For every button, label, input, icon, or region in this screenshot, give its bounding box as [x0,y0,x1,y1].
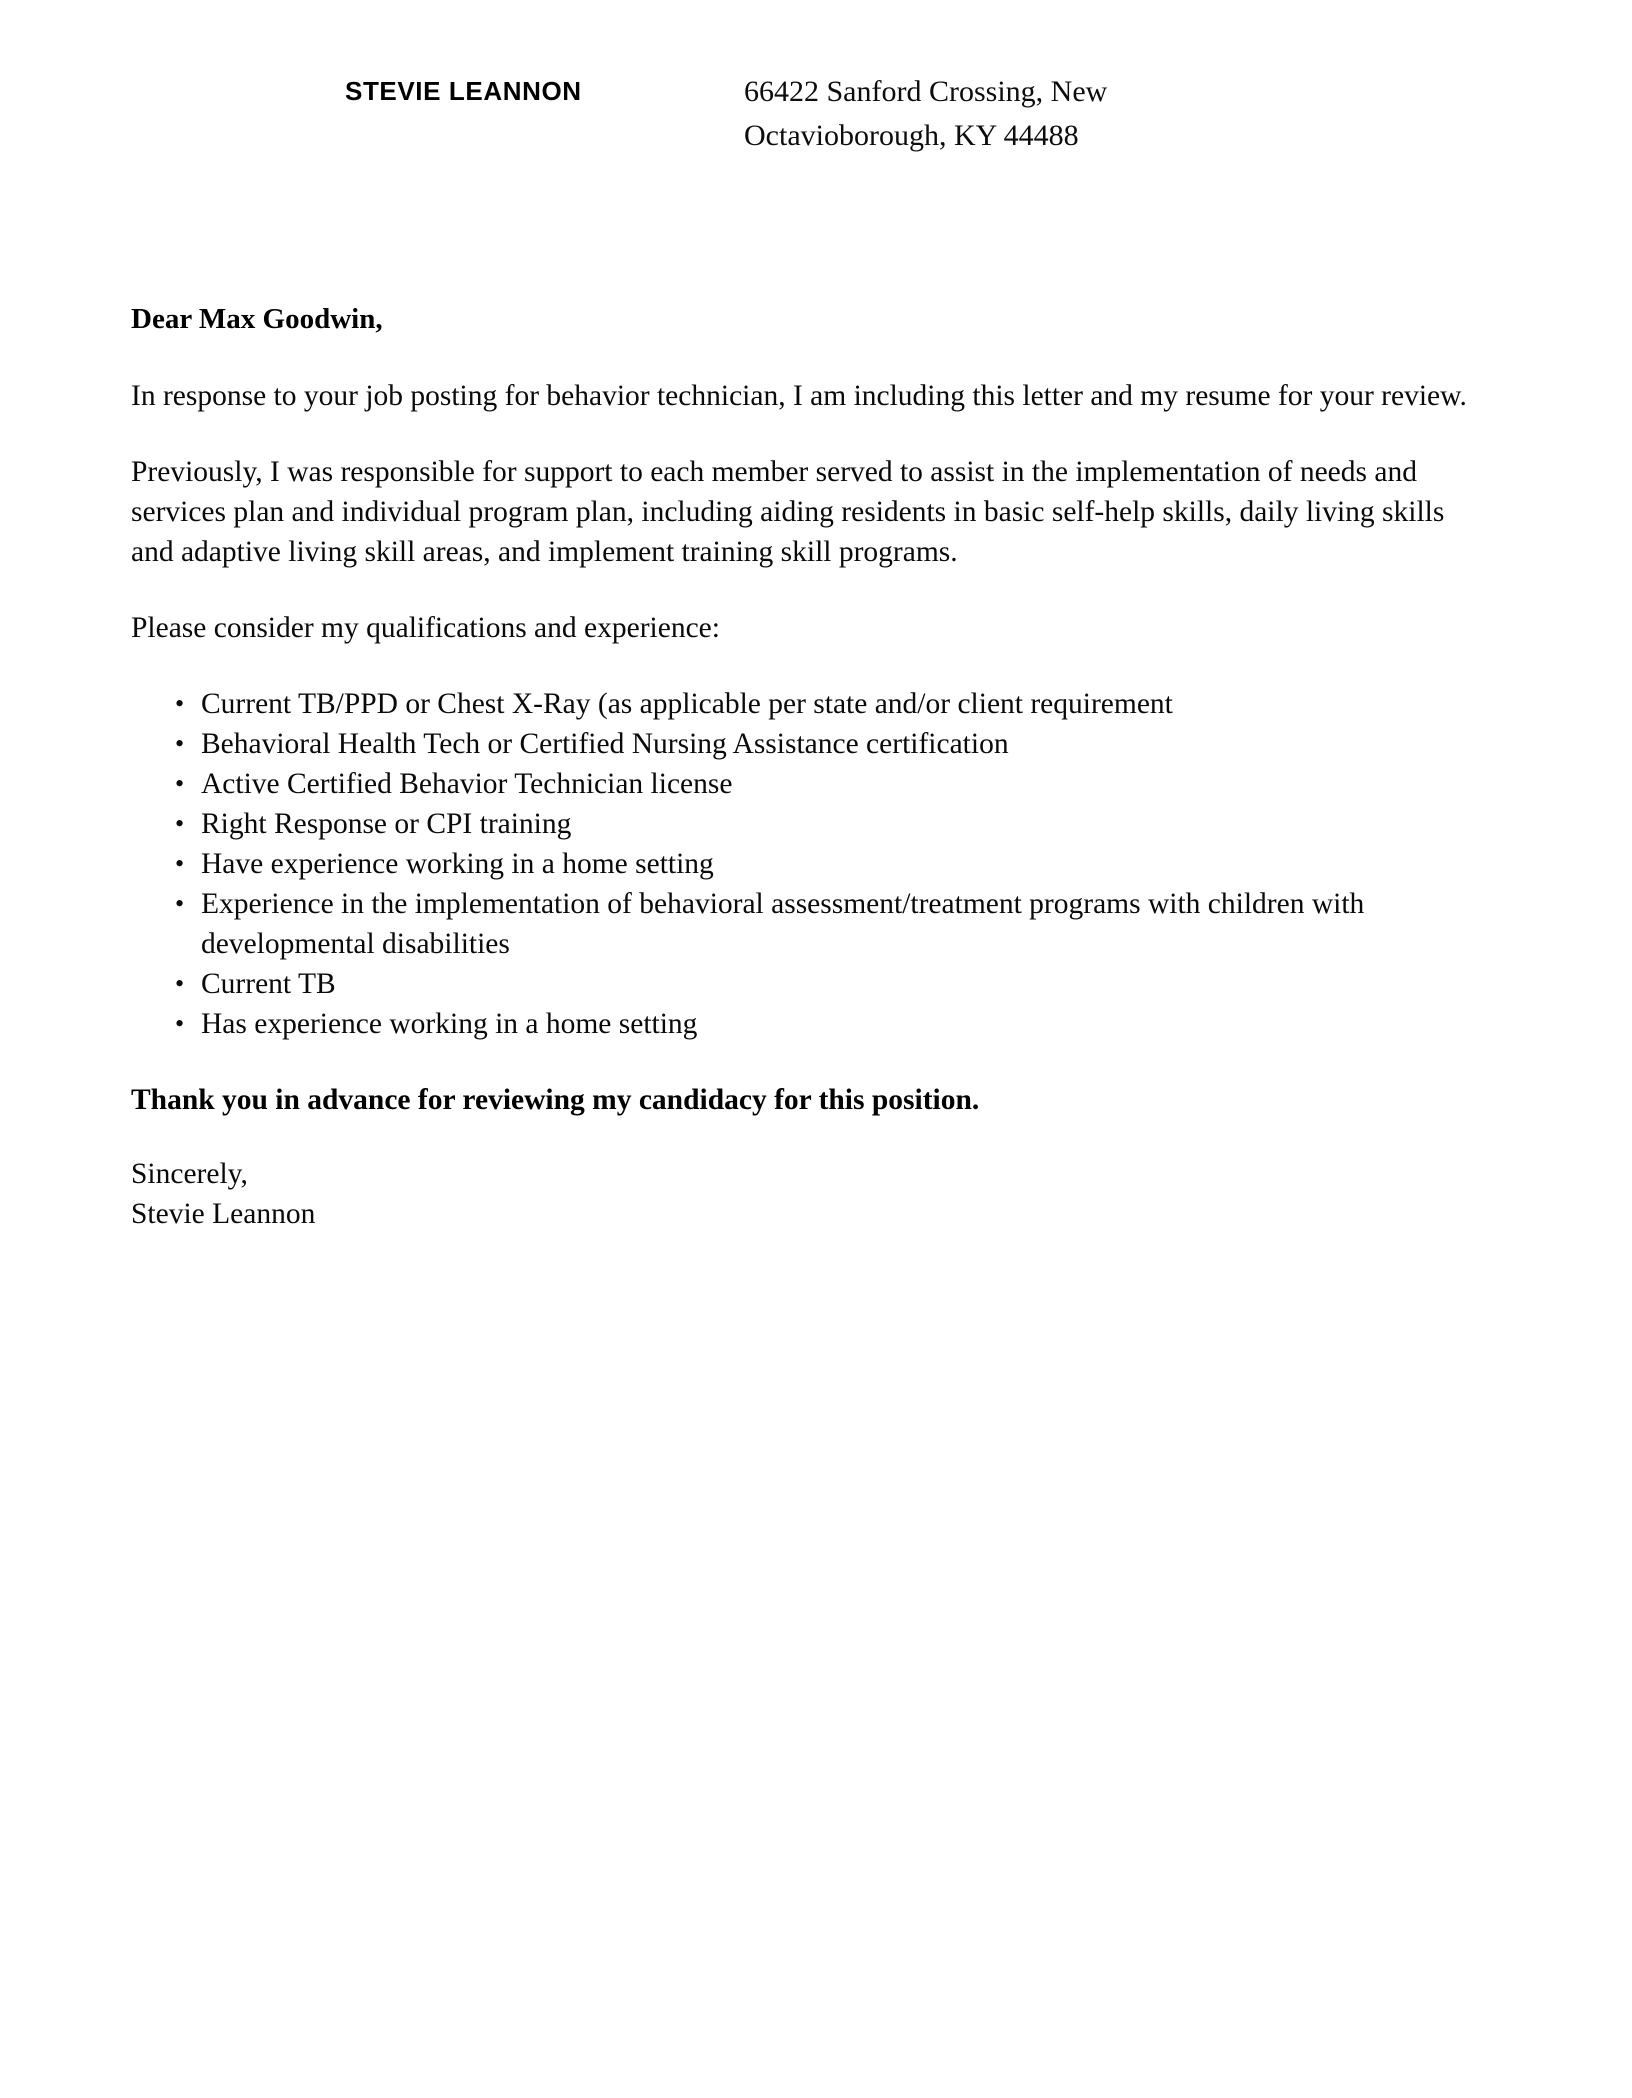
letter-body [131,300,1494,1234]
letterhead [0,76,1632,196]
list-item: • Behavioral Health Tech or Certified Nursing Assistance certification [175,724,1494,764]
body-paragraph-2: Previously, I was responsible for support to each member served to assist in the implementation of needs and services plan and individual program plan, including aiding residents in basic self-help skills, daily living skills and adaptive living skill areas, and implement training skill programs. [131,456,1445,568]
signoff-closing: Sincerely, [131,1158,248,1190]
list-item: • Current TB [175,964,1494,1004]
signoff-name: Stevie Leannon [131,1198,316,1230]
list-item: • Active Certified Behavior Technician license [175,764,1494,804]
salutation: Dear Max Goodwin, [131,303,383,335]
list-item: • Right Response or CPI training [175,804,1494,844]
sender-name: STEVIE LEANNON [345,76,582,106]
signoff [131,1154,1494,1234]
list-item: • Has experience working in a home setting [175,1004,1494,1044]
body-paragraph-3: Please consider my qualifications and experience: [131,612,720,644]
list-item: • Current TB/PPD or Chest X-Ray (as applicable per state and/or client requirement [175,684,1494,724]
list-item: • Have experience working in a home setting [175,844,1494,884]
sender-address: 66422 Sanford Crossing, New Octavioborough, KY 44488 [744,75,1108,152]
body-paragraph-1: In response to your job posting for behavior technician, I am including this letter and my resume for your review. [131,380,1467,412]
qualifications-list [131,684,1494,1044]
list-item: • Experience in the implementation of behavioral assessment/treatment programs with children with developmental disabilities [175,884,1494,964]
closing-thanks: Thank you in advance for reviewing my candidacy for this position. [131,1084,980,1116]
